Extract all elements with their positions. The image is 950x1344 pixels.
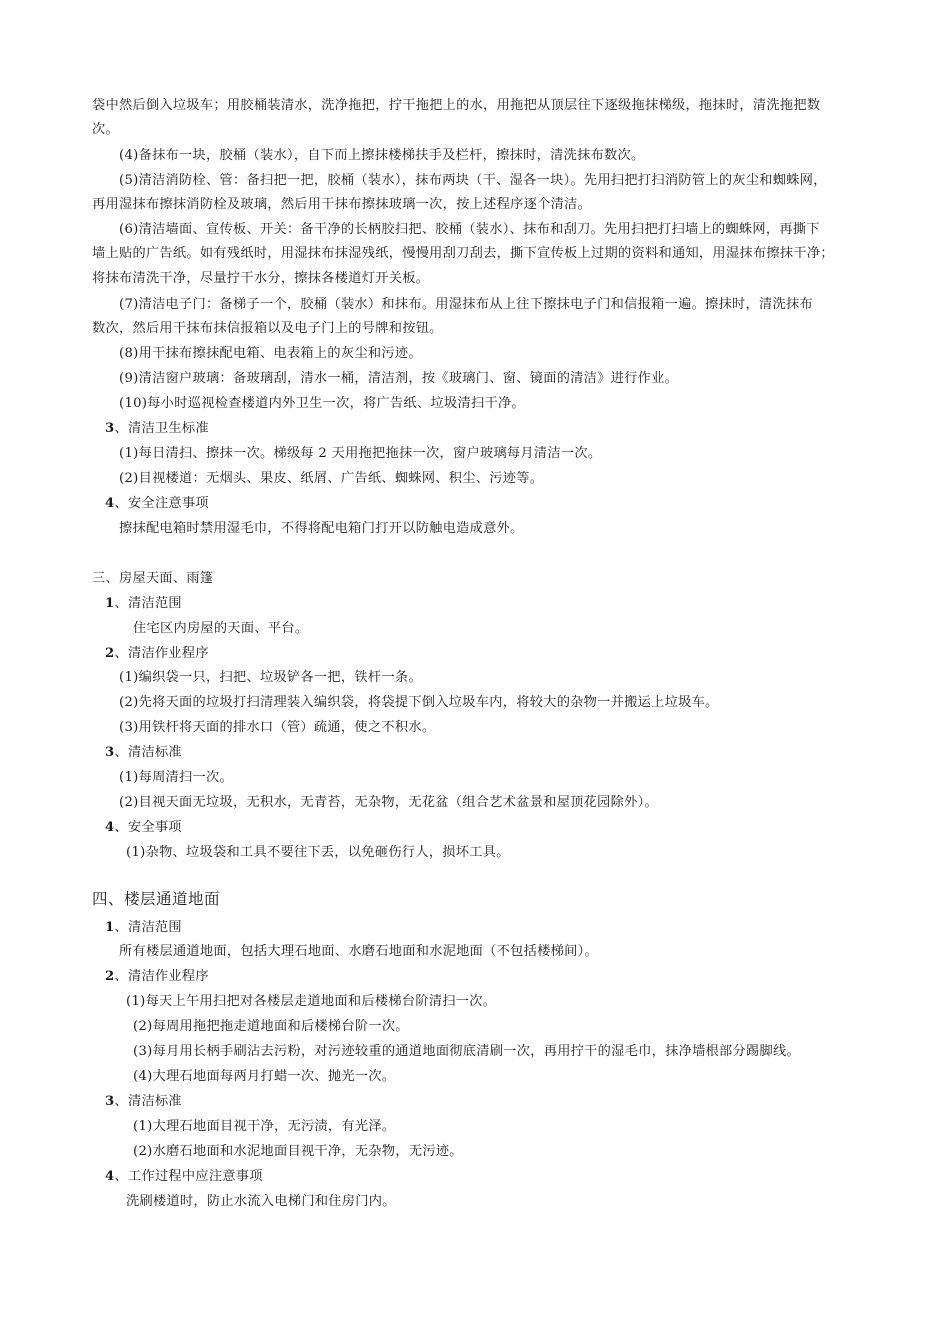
list-item: (3)每月用长柄手刷沾去污粉，对污迹较重的通道地面彻底清刷一次，再用拧干的湿毛巾，抹净墙根部分踢脚线。 bbox=[133, 1044, 800, 1059]
subheading-number: 3 bbox=[105, 745, 115, 760]
list-item: (2)每周用拖把拖走道地面和后楼梯台阶一次。 bbox=[133, 1019, 409, 1034]
list-item: (4)大理石地面每两月打蜡一次、抛光一次。 bbox=[133, 1069, 396, 1084]
paragraph-line: 数次，然后用干抹布抹信报箱以及电子门上的号牌和按钮。 bbox=[92, 321, 443, 336]
paragraph-line: 墙上贴的广告纸。如有残纸时，用湿抹布抹湿残纸，慢慢用刮刀刮去，撕下宣传板上过期的资料和通知，用湿抹布擦抹干净； bbox=[92, 246, 834, 261]
subheading-text: 、清洁卫生标准 bbox=[114, 421, 209, 436]
subheading-text: 、工作过程中应注意事项 bbox=[114, 1169, 263, 1184]
list-item: 洗刷楼道时，防止水流入电梯门和住房门内。 bbox=[126, 1194, 396, 1209]
list-item: (1)杂物、垃圾袋和工具不要往下丢，以免砸伤行人，损坏工具。 bbox=[126, 845, 510, 860]
subheading-text: 、清洁标准 bbox=[114, 1094, 182, 1109]
list-item: (1)每天上午用扫把对各楼层走道地面和后楼梯台阶清扫一次。 bbox=[126, 994, 497, 1009]
section-title: 四、楼层通道地面 bbox=[92, 890, 221, 908]
subheading-text: 、清洁作业程序 bbox=[114, 646, 209, 661]
list-item: (1)每日清扫、擦抹一次。梯级每 2 天用拖把拖抹一次，窗户玻璃每月清洁一次。 bbox=[119, 446, 602, 461]
subheading-number: 4 bbox=[105, 496, 115, 511]
subheading bbox=[105, 646, 209, 662]
list-item: (4)备抹布一块，胶桶（装水），自下而上擦抹楼梯扶手及栏杆，擦抹时，清洗抹布数次。 bbox=[119, 148, 645, 163]
subheading-number: 2 bbox=[105, 969, 115, 984]
subheading bbox=[105, 969, 209, 985]
subheading bbox=[105, 820, 182, 836]
list-item: (8)用干抹布擦抹配电箱、电表箱上的灰尘和污迹。 bbox=[119, 346, 422, 361]
list-item: (2)目视天面无垃圾，无积水，无青苔，无杂物，无花盆（组合艺术盆景和屋顶花园除外）。 bbox=[119, 795, 658, 810]
list-item: 擦抹配电箱时禁用湿毛巾，不得将配电箱门打开以防触电造成意外。 bbox=[119, 521, 524, 536]
subheading-text: 、安全注意事项 bbox=[114, 496, 209, 511]
section-title: 三、房屋天面、雨篷 bbox=[92, 571, 214, 586]
subheading bbox=[105, 1169, 263, 1185]
list-item: (9)清洁窗户玻璃：备玻璃刮，清水一桶，清洁剂，按《玻璃门、窗、镜面的清洁》进行作业。 bbox=[119, 371, 679, 386]
subheading-text: 、清洁范围 bbox=[114, 920, 182, 935]
paragraph-line: 再用湿抹布擦抹消防栓及玻璃，然后用干抹布擦抹玻璃一次，按上述程序逐个清洁。 bbox=[92, 197, 592, 212]
list-item: 住宅区内房屋的天面、平台。 bbox=[133, 621, 309, 636]
list-item: (1)每周清扫一次。 bbox=[119, 770, 233, 785]
list-item: (6)清洁墙面、宣传板、开关：备干净的长柄胶扫把、胶桶（装水）、抹布和刮刀。先用扫把打扫墙上的蜘蛛网，再撕下 bbox=[119, 222, 820, 237]
list-item: (7)清洁电子门：备梯子一个，胶桶（装水）和抹布。用湿抹布从上往下擦抹电子门和信报箱一遍。擦抹时，清洗抹布 bbox=[119, 297, 813, 312]
subheading bbox=[105, 421, 209, 437]
list-item: (3)用铁杆将天面的排水口（管）疏通，使之不积水。 bbox=[119, 720, 436, 735]
paragraph-line: 将抹布清洗干净，尽量拧干水分，擦抹各楼道灯开关板。 bbox=[92, 271, 430, 286]
subheading bbox=[105, 745, 182, 761]
paragraph-line: 次。 bbox=[92, 122, 119, 137]
list-item: (10)每小时巡视检查楼道内外卫生一次，将广告纸、垃圾清扫干净。 bbox=[119, 396, 525, 411]
subheading bbox=[105, 920, 182, 936]
subheading-text: 、清洁作业程序 bbox=[114, 969, 209, 984]
list-item: (5)清洁消防栓、管：备扫把一把，胶桶（装水），抹布两块（干、湿各一块）。先用扫把打扫消防管上的灰尘和蜘蛛网， bbox=[119, 173, 827, 188]
subheading-number: 4 bbox=[105, 1169, 115, 1184]
subheading-number: 1 bbox=[105, 920, 115, 935]
subheading-number: 4 bbox=[105, 820, 115, 835]
list-item: (2)先将天面的垃圾打扫清理装入编织袋，将袋提下倒入垃圾车内，将较大的杂物一并搬运上垃圾车。 bbox=[119, 695, 719, 710]
subheading-number: 3 bbox=[105, 1094, 115, 1109]
subheading bbox=[105, 596, 182, 612]
list-item: (2)水磨石地面和水泥地面目视干净，无杂物，无污迹。 bbox=[133, 1144, 463, 1159]
subheading-text: 、清洁标准 bbox=[114, 745, 182, 760]
list-item: (1)大理石地面目视干净，无污渍，有光泽。 bbox=[133, 1119, 396, 1134]
subheading-number: 3 bbox=[105, 421, 115, 436]
paragraph-line: 袋中然后倒入垃圾车；用胶桶装清水，洗净拖把，拧干拖把上的水，用拖把从顶层往下逐级拖抹梯级，拖抹时，清洗拖把数 bbox=[92, 98, 821, 113]
list-item: (2)目视楼道：无烟头、果皮、纸屑、广告纸、蜘蛛网、积尘、污迹等。 bbox=[119, 471, 544, 486]
subheading bbox=[105, 1094, 182, 1110]
subheading-number: 1 bbox=[105, 596, 115, 611]
subheading-text: 、清洁范围 bbox=[114, 596, 182, 611]
subheading bbox=[105, 496, 209, 512]
subheading-number: 2 bbox=[105, 646, 115, 661]
subheading-text: 、安全事项 bbox=[114, 820, 182, 835]
list-item: (1)编织袋一只，扫把、垃圾铲各一把，铁杆一条。 bbox=[119, 670, 422, 685]
list-item: 所有楼层通道地面，包括大理石地面、水磨石地面和水泥地面（不包括楼梯间）。 bbox=[119, 944, 598, 959]
